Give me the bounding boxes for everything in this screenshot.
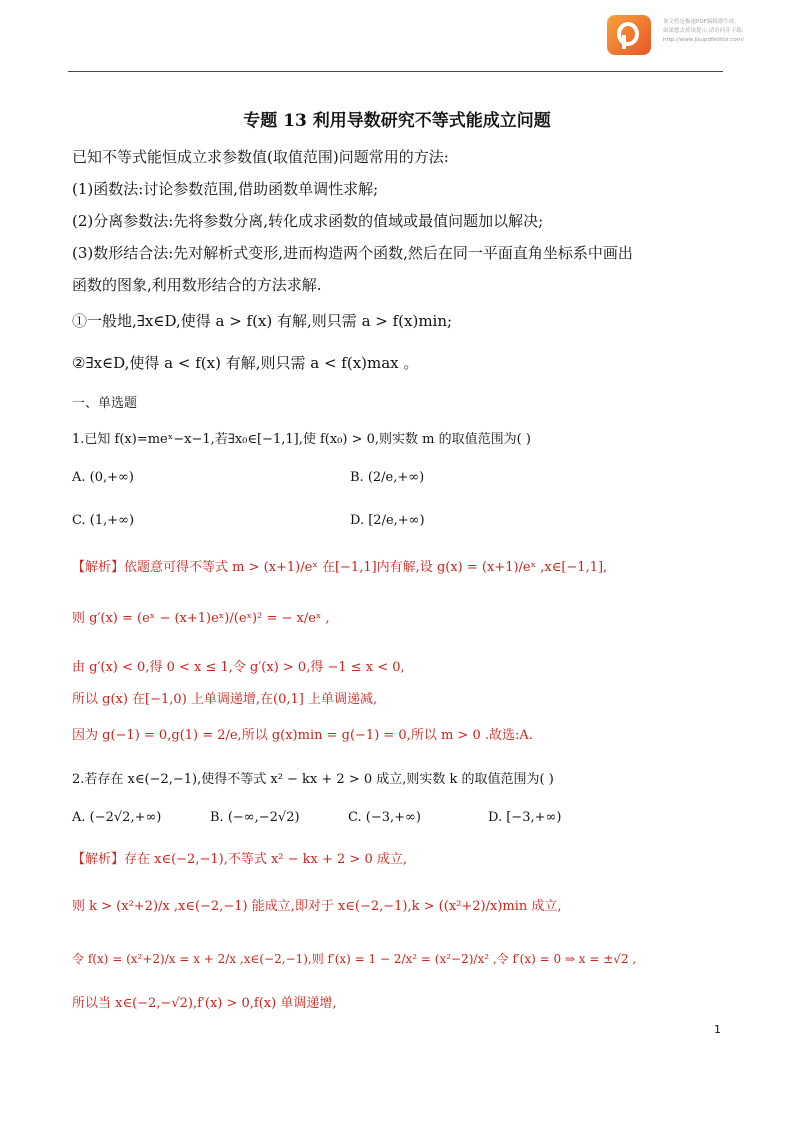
- q2-option-c: C. (−3,+∞): [348, 810, 421, 825]
- q2-solution-1: 【解析】存在 x∈(−2,−1),不等式 x² − kx + 2 > 0 成立,: [72, 852, 407, 867]
- rule-1: ①一般地,∃x∈D,使得 a > f(x) 有解,则只需 a > f(x)min;: [72, 312, 453, 330]
- q1-solution-5: 因为 g(−1) = 0,g(1) = 2/e,所以 g(x)min = g(−1) = 0,所以 m > 0 .故选:A.: [72, 728, 533, 743]
- q1-solution-2: 则 g′(x) = (eˣ − (x+1)eˣ)/(eˣ)² = − x/eˣ ,: [72, 611, 330, 626]
- q1-stem: 1.已知 f(x)=meˣ−x−1,若∃x₀∈[−1,1],使 f(x₀) > 0,则实数 m 的取值范围为( ): [72, 432, 531, 447]
- section-heading: 一、单选题: [72, 396, 138, 411]
- q2-solution-4: 所以当 x∈(−2,−√2),f′(x) > 0,f(x) 单调递增,: [72, 996, 337, 1011]
- method-1: (1)函数法:讨论参数范围,借助函数单调性求解;: [72, 180, 379, 198]
- q2-solution-2: 则 k > (x²+2)/x ,x∈(−2,−1) 能成立,即对于 x∈(−2,−1),k > ((x²+2)/x)min 成立,: [72, 899, 562, 914]
- intro-lead: 已知不等式能恒成立求参数值(取值范围)问题常用的方法:: [72, 148, 449, 166]
- method-3b: 函数的图象,利用数形结合的方法求解.: [72, 276, 322, 294]
- method-2: (2)分离参数法:先将参数分离,转化成求函数的值域或最值问题加以解决;: [72, 212, 544, 230]
- method-3a: (3)数形结合法:先对解析式变形,进而构造两个函数,然后在同一平面直角坐标系中画出: [72, 244, 633, 262]
- note-line: 如果想去掉该提示,请访问并下载:: [663, 28, 744, 34]
- q2-option-d: D. [−3,+∞): [488, 810, 562, 825]
- page-title: 专题 13 利用导数研究不等式能成立问题: [243, 111, 551, 131]
- q1-solution-1: 【解析】依题意可得不等式 m > (x+1)/eˣ 在[−1,1]内有解,设 g(x) = (x+1)/eˣ ,x∈[−1,1],: [72, 560, 608, 575]
- q1-solution-4: 所以 g(x) 在[−1,0) 上单调递增,在(0,1] 上单调递减,: [72, 692, 378, 707]
- rule-2: ②∃x∈D,使得 a < f(x) 有解,则只需 a < f(x)max 。: [72, 354, 419, 372]
- note-line: http://www.jisupdfeditor.com/: [663, 37, 744, 43]
- page-number: 1: [714, 1023, 721, 1036]
- logo-ring: [617, 22, 639, 46]
- q1-solution-3: 由 g′(x) < 0,得 0 < x ≤ 1,令 g′(x) > 0,得 −1 ≤ x < 0,: [72, 660, 405, 675]
- q2-option-a: A. (−2√2,+∞): [72, 810, 162, 825]
- logo: [607, 15, 651, 55]
- q1-option-a: A. (0,+∞): [72, 470, 134, 485]
- q1-option-c: C. (1,+∞): [72, 513, 135, 528]
- header-rule: [68, 71, 723, 72]
- q2-solution-3: 令 f(x) = (x²+2)/x = x + 2/x ,x∈(−2,−1),则 f′(x) = 1 − 2/x² = (x²−2)/x² ,令 f′(x) = 0 ⇒ x = ±√2 ,: [72, 952, 637, 966]
- q2-option-b: B. (−∞,−2√2): [210, 810, 300, 825]
- q2-stem: 2.若存在 x∈(−2,−1),使得不等式 x² − kx + 2 > 0 成立,则实数 k 的取值范围为( ): [72, 772, 554, 787]
- q1-option-b: B. (2/e,+∞): [350, 470, 425, 485]
- note-line: 该文档是极速PDF编辑器生成,: [663, 19, 736, 25]
- editor-watermark-note: [663, 18, 773, 45]
- q1-option-d: D. [2/e,+∞): [350, 513, 425, 528]
- logo-stem: [622, 35, 626, 49]
